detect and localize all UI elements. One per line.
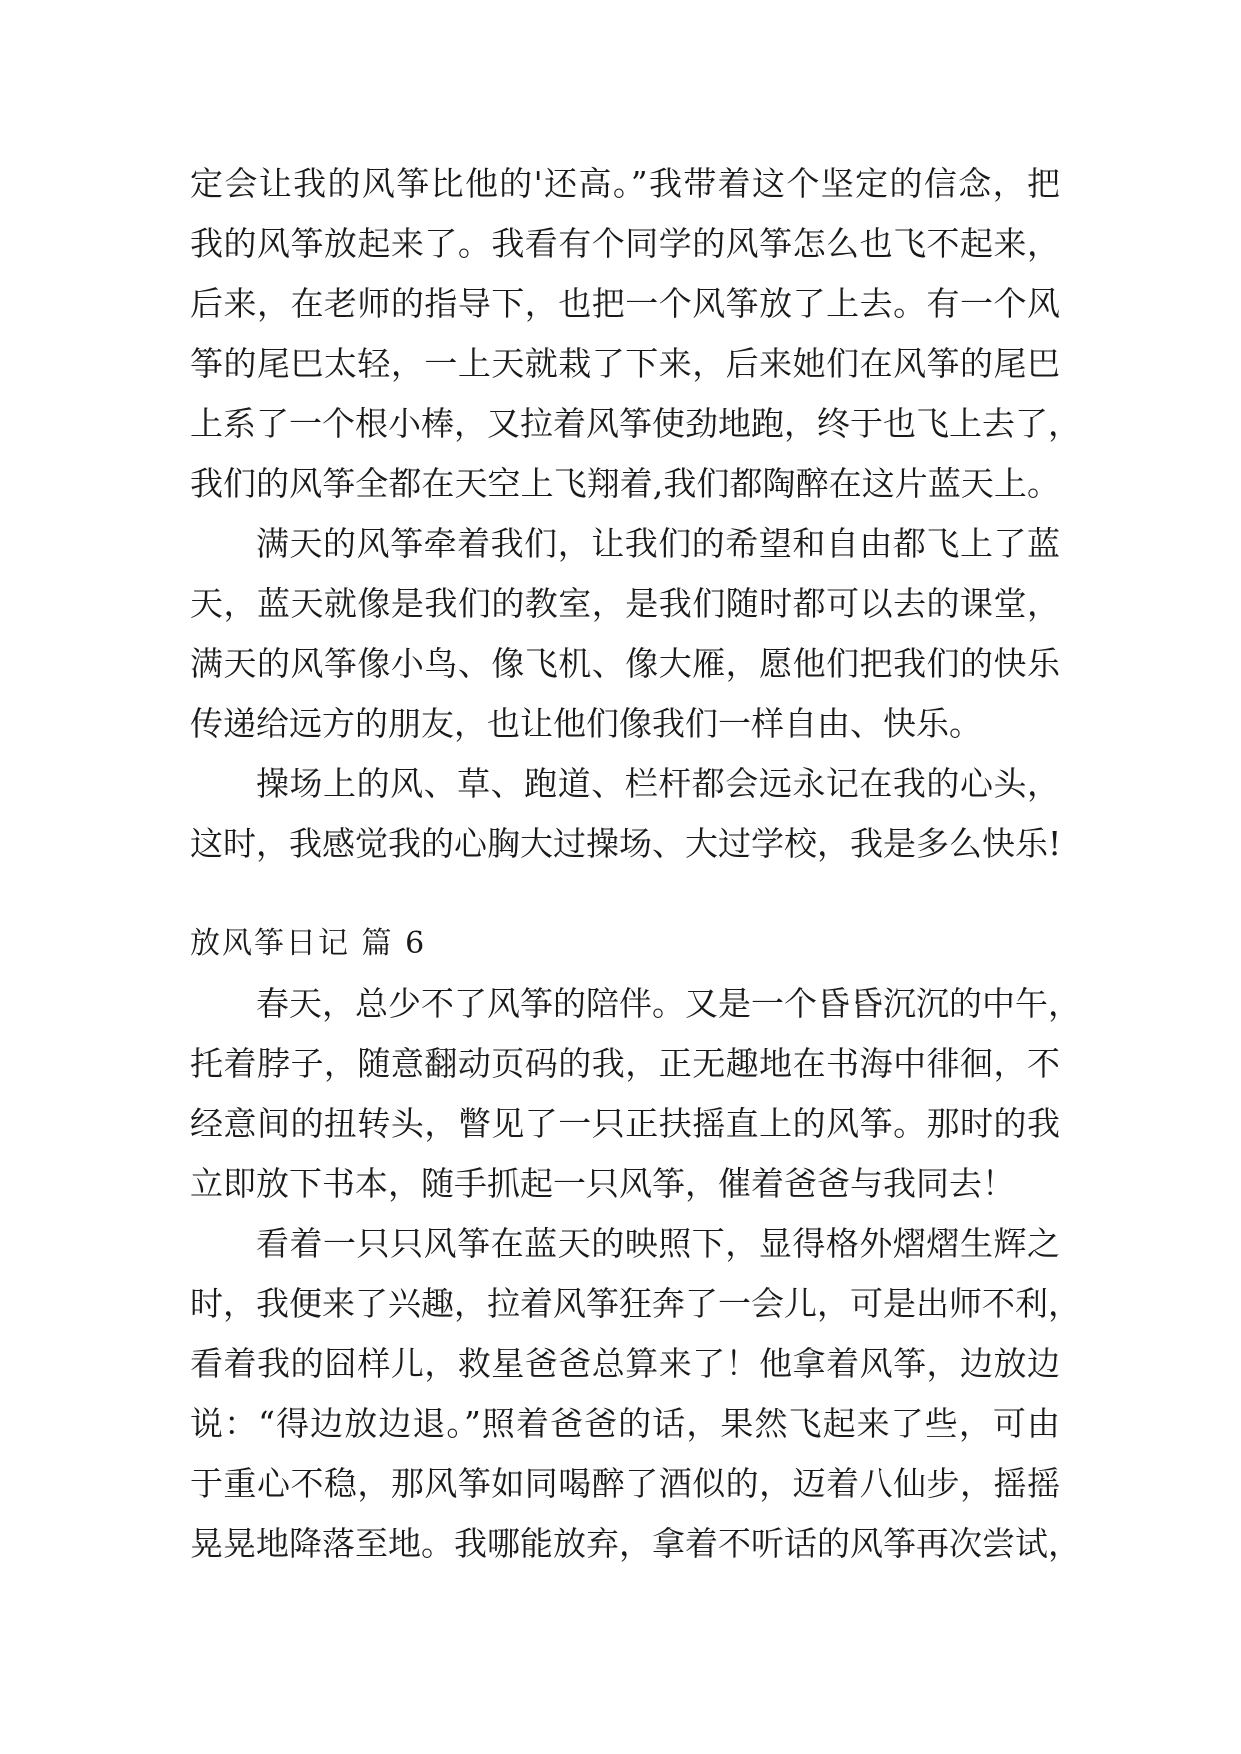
text-line: 晃晃地降落至地。我哪能放弃，拿着不听话的风筝再次尝试，: [190, 1524, 1081, 1563]
text-line: 于重心不稳，那风筝如同喝醉了酒似的，迈着八仙步，摇摇: [190, 1464, 1060, 1503]
text-line: 看着一只只风筝在蓝天的映照下，显得格外熠熠生辉之: [256, 1224, 1060, 1263]
text-line: 筝的尾巴太轻，一上天就栽了下来，后来她们在风筝的尾巴: [190, 344, 1060, 383]
text-line: 上系了一个根小棒，又拉着风筝使劲地跑，终于也飞上去了，: [190, 404, 1081, 443]
text-line: 后来，在老师的指导下，也把一个风筝放了上去。有一个风: [190, 284, 1060, 323]
text-line: 传递给远方的朋友，也让他们像我们一样自由、快乐。: [190, 704, 982, 743]
text-line: 看着我的囧样儿，救星爸爸总算来了！他拿着风筝，边放边: [190, 1344, 1060, 1383]
text-line: 操场上的风、草、跑道、栏杆都会远永记在我的心头，: [256, 764, 1060, 803]
text-line: 满天的风筝像小鸟、像飞机、像大雁，愿他们把我们的快乐: [190, 644, 1060, 683]
text-line: 说：“得边放边退。”照着爸爸的话，果然飞起来了些，可由: [190, 1404, 1060, 1443]
text-line: 时，我便来了兴趣，拉着风筝狂奔了一会儿，可是出师不利，: [190, 1284, 1081, 1323]
text-line: 天，蓝天就像是我们的教室，是我们随时都可以去的课堂，: [190, 584, 1060, 623]
text-line: 立即放下书本，随手抓起一只风筝，催着爸爸与我同去！: [190, 1164, 1015, 1203]
text-line: 托着脖子，随意翻动页码的我，正无趣地在书海中徘徊，不: [190, 1044, 1060, 1083]
text-line: 经意间的扭转头，瞥见了一只正扶摇直上的风筝。那时的我: [190, 1104, 1060, 1143]
text-line: 春天，总少不了风筝的陪伴。又是一个昏昏沉沉的中午，: [256, 984, 1081, 1023]
text-line: 我们的风筝全都在天空上飞翔着,我们都陶醉在这片蓝天上。: [190, 464, 1060, 503]
text-line: 这时，我感觉我的心胸大过操场、大过学校，我是多么快乐!: [190, 824, 1062, 863]
text-line: 我的风筝放起来了。我看有个同学的风筝怎么也飞不起来，: [190, 224, 1060, 263]
section-heading: 放风筝日记 篇 6: [190, 926, 427, 961]
text-line: 满天的风筝牵着我们，让我们的希望和自由都飞上了蓝: [256, 524, 1060, 563]
text-line: 定会让我的风筝比他的'还高。”我带着这个坚定的信念，把: [190, 164, 1060, 203]
